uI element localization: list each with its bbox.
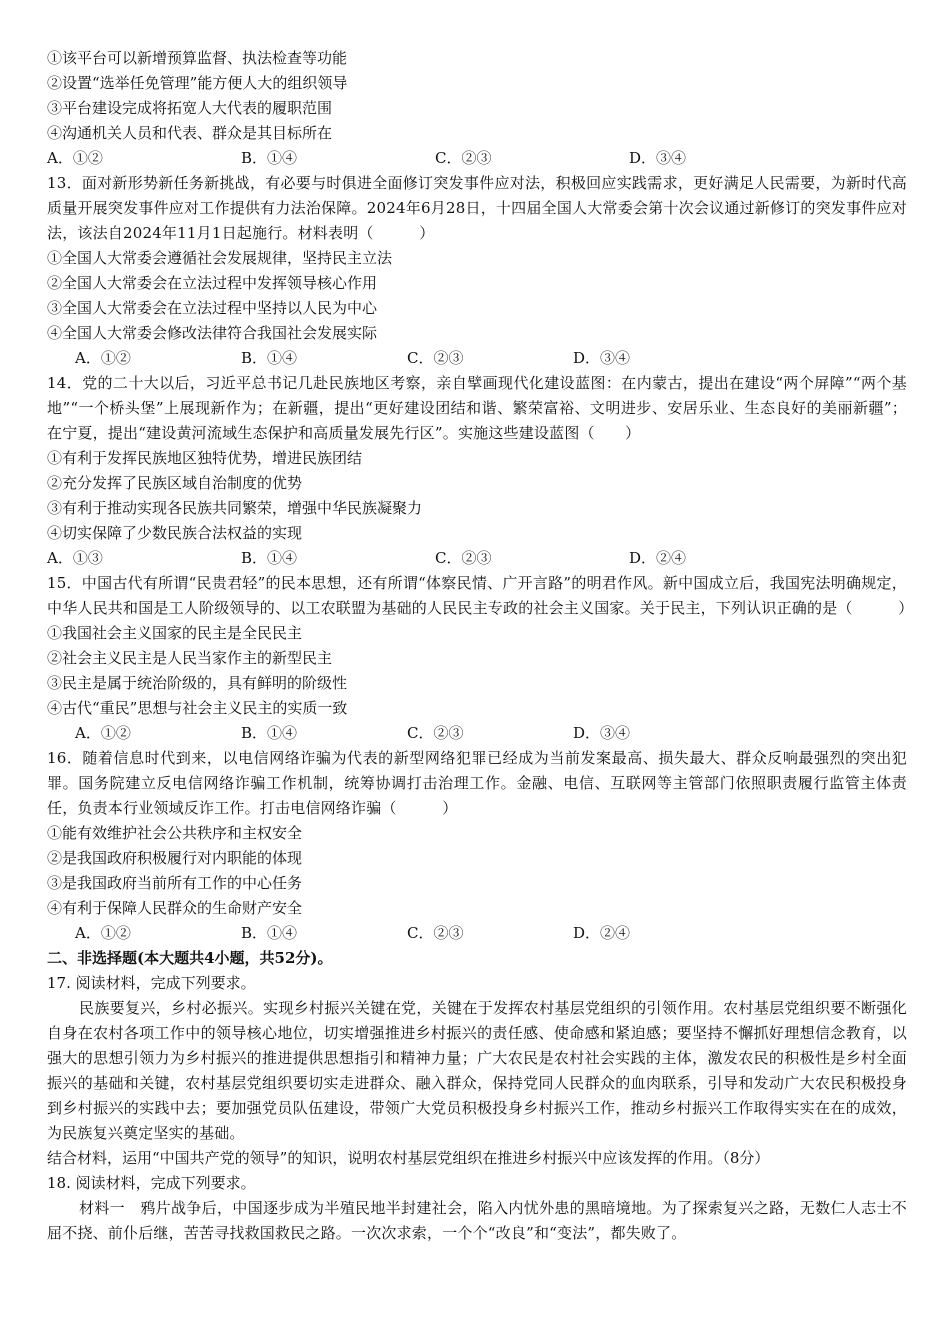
q16-item-2: ②是我国政府积极履行对内职能的体现 (47, 849, 303, 867)
q12-option-d[interactable]: D．③④ (629, 149, 687, 167)
q14-item-1: ①有利于发挥民族地区独特优势，增进民族团结 (47, 449, 363, 467)
q16-item-3: ③是我国政府当前所有工作的中心任务 (47, 874, 303, 892)
q14-item-3: ③有利于推动实现各民族共同繁荣，增强中华民族凝聚力 (47, 499, 423, 517)
q12-item-2: ②设置“选举任免管理”能方便人大的组织领导 (47, 74, 348, 92)
q15-option-c[interactable]: C．②③ (407, 724, 464, 742)
q17-material: 民族要复兴，乡村必振兴。实现乡村振兴关键在党，关键在于发挥农村基层党组织的引领作用。农村基层党组织要不断强化自身在农村各项工作中的领导核心地位，切实增强推进乡村振兴的责任感、使命感和紧迫感；要坚持不懈抓好理想信念教育，以强大的思想引领力为乡村振兴的推进提供思想指引和精神力量；广大农民是农村社会实践的主体，激发农民的积极性是乡村全面振兴的基础和关键，农村基层党组织要切实走进群众、融入群众，保持党同人民群众的血肉联系，引导和发动广大农民积极投身到乡村振兴的实践中去；要加强党员队伍建设，带领广大党员积极投身乡村振兴工作，推动乡村振兴工作取得实实在在的成效，为民族复兴奠定坚实的基础。 (47, 999, 907, 1142)
section-heading: 二、非选择题(本大题共4小题，共52分)。 (47, 949, 333, 967)
q15-item-4: ④古代“重民”思想与社会主义民主的实质一致 (47, 699, 348, 717)
q14-option-d[interactable]: D．②④ (629, 549, 687, 567)
q17-title: 17. 阅读材料，完成下列要求。 (47, 974, 256, 992)
q13-item-2: ②全国人大常委会在立法过程中发挥领导核心作用 (47, 274, 378, 292)
q15-options (47, 721, 907, 746)
q12-block (47, 46, 907, 171)
q12-option-b[interactable]: B．①④ (241, 149, 298, 167)
q13-item-3: ③全国人大常委会在立法过程中坚持以人民为中心 (47, 299, 378, 317)
q15-item-3: ③民主是属于统治阶级的，具有鲜明的阶级性 (47, 674, 348, 692)
q14-option-b[interactable]: B．①④ (241, 549, 298, 567)
q15-item-1: ①我国社会主义国家的民主是全民民主 (47, 624, 303, 642)
q15-option-b[interactable]: B．①④ (241, 724, 298, 742)
q13-options (47, 346, 907, 371)
q16-block (47, 746, 907, 946)
q12-item-1: ①该平台可以新增预算监督、执法检查等功能 (47, 49, 348, 67)
q13-block (47, 171, 907, 371)
q12-item-3: ③平台建设完成将拓宽人大代表的履职范围 (47, 99, 333, 117)
q16-option-d[interactable]: D．②④ (573, 924, 631, 942)
q12-option-a[interactable]: A．①② (47, 149, 103, 167)
q15-option-a[interactable]: A．①② (75, 724, 131, 742)
q13-item-4: ④全国人大常委会修改法律符合我国社会发展实际 (47, 324, 378, 342)
q13-option-b[interactable]: B．①④ (241, 349, 298, 367)
q15-item-2: ②社会主义民主是人民当家作主的新型民主 (47, 649, 333, 667)
q14-option-a[interactable]: A．①③ (47, 549, 103, 567)
q14-block (47, 371, 907, 571)
q15-stem: 15．中国古代有所谓“民贵君轻”的民本思想，还有所谓“体察民情、广开言路”的明君作风。新中国成立后，我国宪法明确规定，中华人民共和国是工人阶级领导的、以工农联盟为基础的人民民主专政的社会主义国家。关于民主，下列认识正确的是（ ） (47, 574, 914, 617)
q13-option-a[interactable]: A．①② (75, 349, 131, 367)
q14-options (47, 546, 907, 571)
q13-option-c[interactable]: C．②③ (407, 349, 464, 367)
q16-options (47, 921, 907, 946)
q14-item-2: ②充分发挥了民族区域自治制度的优势 (47, 474, 303, 492)
q13-stem: 13．面对新形势新任务新挑战，有必要与时俱进全面修订突发事件应对法，积极回应实践需求，更好满足人民需要，为新时代高质量开展突发事件应对工作提供有力法治保障。2024年6月28日，十四届全国人大常委会第十次会议通过新修订的突发事件应对法，该法自2024年11月1日起施行。材料表明（ ） (47, 174, 907, 242)
q16-stem: 16．随着信息时代到来，以电信网络诈骗为代表的新型网络犯罪已经成为当前发案最高、损失最大、群众反响最强烈的突出犯罪。国务院建立反电信网络诈骗工作机制，统筹协调打击治理工作。金融、电信、互联网等主管部门依照职责履行监管主体责任，负责本行业领域反诈工作。打击电信网络诈骗（ ） (47, 749, 907, 817)
q16-item-4: ④有利于保障人民群众的生命财产安全 (47, 899, 303, 917)
q15-block (47, 571, 914, 746)
q16-option-a[interactable]: A．①② (75, 924, 131, 942)
q12-item-4: ④沟通机关人员和代表、群众是其目标所在 (47, 124, 333, 142)
q12-options (47, 146, 907, 171)
q14-item-4: ④切实保障了少数民族合法权益的实现 (47, 524, 303, 542)
q18-material: 材料一 鸦片战争后，中国逐步成为半殖民地半封建社会，陷入内忧外患的黑暗境地。为了探索复兴之路，无数仁人志士不屈不挠、前仆后继，苦苦寻找救国救民之路。一次次求索，一个个“改良”和“变法”，都失败了。 (47, 1199, 907, 1242)
q17-block (47, 971, 907, 1171)
q17-requirement: 结合材料，运用“中国共产党的领导”的知识，说明农村基层党组织在推进乡村振兴中应该发挥的作用。（8分） (47, 1149, 770, 1167)
q18-block (47, 1171, 907, 1246)
q14-stem: 14．党的二十大以后，习近平总书记几赴民族地区考察，亲自擘画现代化建设蓝图：在内蒙古，提出在建设“两个屏障”“两个基地”“一个桥头堡”上展现新作为；在新疆，提出“更好建设团结和谐、繁荣富裕、文明进步、安居乐业、生态良好的美丽新疆”；在宁夏，提出“建设黄河流域生态保护和高质量发展先行区”。实施这些建设蓝图（ ） (47, 374, 907, 442)
q14-option-c[interactable]: C．②③ (435, 549, 492, 567)
q15-option-d[interactable]: D．③④ (573, 724, 631, 742)
q13-item-1: ①全国人大常委会遵循社会发展规律，坚持民主立法 (47, 249, 393, 267)
q16-option-b[interactable]: B．①④ (241, 924, 298, 942)
exam-page (47, 46, 914, 1246)
q16-option-c[interactable]: C．②③ (407, 924, 464, 942)
q12-option-c[interactable]: C．②③ (435, 149, 492, 167)
q13-option-d[interactable]: D．③④ (573, 349, 631, 367)
q16-item-1: ①能有效维护社会公共秩序和主权安全 (47, 824, 303, 842)
q18-title: 18. 阅读材料，完成下列要求。 (47, 1174, 256, 1192)
